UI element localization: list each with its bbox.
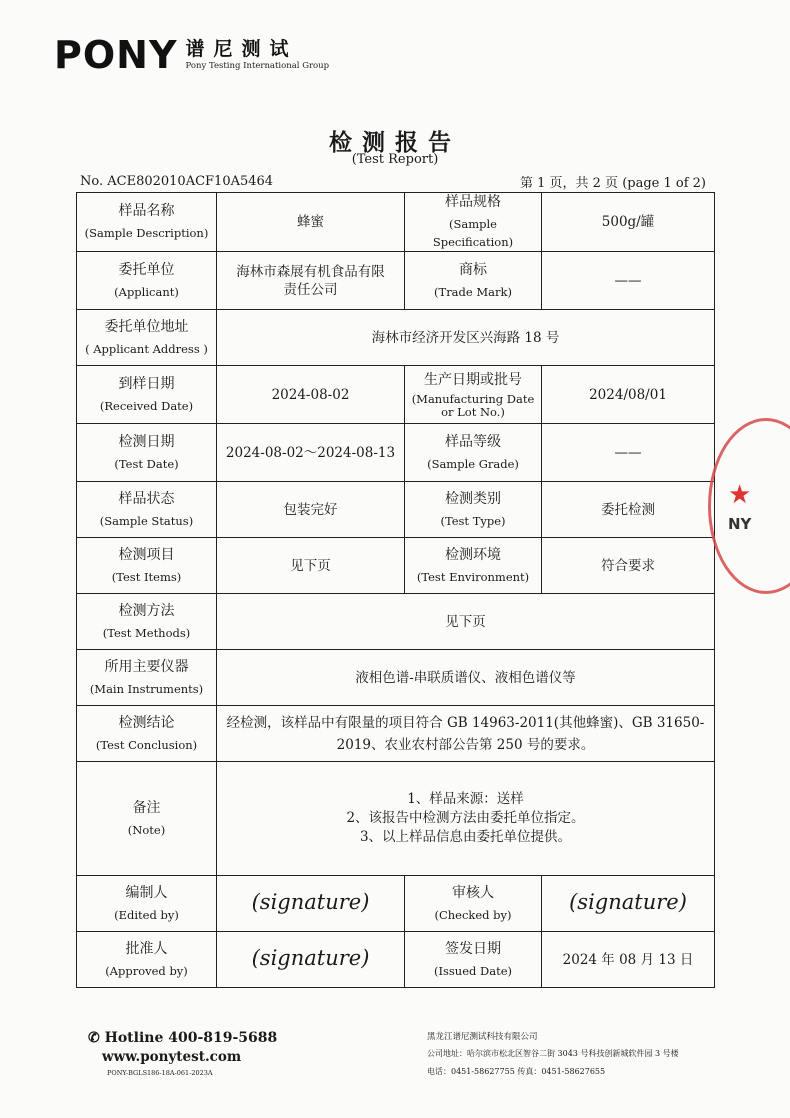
label-manufacturing-date: 生产日期或批号 (Manufacturing Date or Lot No.) bbox=[405, 366, 542, 424]
logo-name-cn: 谱尼测试 bbox=[185, 38, 298, 60]
label-main-instruments: 所用主要仪器 (Main Instruments) bbox=[77, 650, 217, 706]
footer-website[interactable]: www.ponytest.com bbox=[102, 1049, 242, 1065]
table-row bbox=[77, 482, 715, 538]
stamp-star-icon: ★ bbox=[728, 480, 752, 510]
value-test-type: 委托检测 bbox=[542, 482, 715, 538]
stamp-text: NY bbox=[728, 515, 752, 533]
value-test-conclusion: 经检测，该样品中有限量的项目符合 GB 14963-2011(其他蜂蜜)、GB 31650-2019、农业农村部公告第 250 号的要求。 bbox=[217, 706, 715, 762]
label-edited-by: 编制人 (Edited by) bbox=[77, 876, 217, 932]
report-title: 检测报告 bbox=[329, 130, 461, 156]
table-row bbox=[77, 876, 715, 932]
value-issued-date: 2024 年 08 月 13 日 bbox=[542, 932, 715, 988]
value-trade-mark: —— bbox=[542, 252, 715, 310]
label-applicant-address: 委托单位地址 ( Applicant Address ) bbox=[77, 310, 217, 366]
value-applicant: 海林市森展有机食品有限责任公司 bbox=[217, 252, 405, 310]
label-received-date: 到样日期 (Received Date) bbox=[77, 366, 217, 424]
value-received-date: 2024-08-02 bbox=[217, 366, 405, 424]
label-checked-by: 审核人 (Checked by) bbox=[405, 876, 542, 932]
footer-hotline: ✆ Hotline 400-819-5688 bbox=[88, 1030, 278, 1046]
footer-doc-code: PONY-BGLS186-18A-061-2023A bbox=[107, 1069, 213, 1077]
table-row bbox=[77, 706, 715, 762]
footer-address: 公司地址：哈尔滨市松北区智谷二街 3043 号科技创新城软件园 3 号楼 bbox=[427, 1049, 679, 1058]
report-table bbox=[76, 192, 715, 988]
table-row bbox=[77, 424, 715, 482]
footer-phone: 电话：0451-58627755 传真：0451-58627655 bbox=[427, 1067, 606, 1076]
label-test-type: 检测类别 (Test Type) bbox=[405, 482, 542, 538]
table-row bbox=[77, 762, 715, 876]
value-sample-grade: —— bbox=[542, 424, 715, 482]
report-number: No. ACE802010ACF10A5464 bbox=[80, 174, 274, 189]
value-note bbox=[217, 762, 715, 876]
label-sample-status: 样品状态 (Sample Status) bbox=[77, 482, 217, 538]
signature-edited-by: (signature) bbox=[217, 876, 405, 932]
logo-mark: PONY bbox=[54, 33, 178, 77]
value-test-methods: 见下页 bbox=[217, 594, 715, 650]
value-test-date: 2024-08-02～2024-08-13 bbox=[217, 424, 405, 482]
value-test-environment: 符合要求 bbox=[542, 538, 715, 594]
table-row bbox=[77, 366, 715, 424]
label-test-environment: 检测环境 (Test Environment) bbox=[405, 538, 542, 594]
label-trade-mark: 商标 (Trade Mark) bbox=[405, 252, 542, 310]
value-applicant-address: 海林市经济开发区兴海路 18 号 bbox=[217, 310, 715, 366]
value-sample-description: 蜂蜜 bbox=[217, 193, 405, 252]
table-row bbox=[77, 650, 715, 706]
value-manufacturing-date: 2024/08/01 bbox=[542, 366, 715, 424]
company-logo bbox=[54, 33, 330, 77]
value-sample-specification: 500g/罐 bbox=[542, 193, 715, 252]
signature-checked-by: (signature) bbox=[542, 876, 715, 932]
label-sample-description: 样品名称 (Sample Description) bbox=[77, 193, 217, 252]
logo-text bbox=[185, 38, 329, 72]
label-test-date: 检测日期 (Test Date) bbox=[77, 424, 217, 482]
label-sample-grade: 样品等级 (Sample Grade) bbox=[405, 424, 542, 482]
label-note: 备注 (Note) bbox=[77, 762, 217, 876]
label-test-methods: 检测方法 (Test Methods) bbox=[77, 594, 217, 650]
value-sample-status: 包装完好 bbox=[217, 482, 405, 538]
note-line: 2、该报告中检测方法由委托单位指定。 bbox=[346, 810, 585, 826]
value-test-items: 见下页 bbox=[217, 538, 405, 594]
signature-approved-by: (signature) bbox=[217, 932, 405, 988]
label-test-conclusion: 检测结论 (Test Conclusion) bbox=[77, 706, 217, 762]
footer-company: 黑龙江谱尼测试科技有限公司 bbox=[427, 1032, 538, 1042]
report-subtitle: (Test Report) bbox=[351, 152, 439, 167]
table-row bbox=[77, 310, 715, 366]
label-applicant: 委托单位 (Applicant) bbox=[77, 252, 217, 310]
note-line: 1、样品来源：送样 bbox=[407, 791, 524, 807]
table-row bbox=[77, 594, 715, 650]
label-issued-date: 签发日期 (Issued Date) bbox=[405, 932, 542, 988]
table-row bbox=[77, 932, 715, 988]
note-line: 3、以上样品信息由委托单位提供。 bbox=[359, 829, 572, 845]
label-test-items: 检测项目 (Test Items) bbox=[77, 538, 217, 594]
table-row bbox=[77, 252, 715, 310]
table-row bbox=[77, 538, 715, 594]
value-main-instruments: 液相色谱-串联质谱仪、液相色谱仪等 bbox=[217, 650, 715, 706]
logo-name-en: Pony Testing International Group bbox=[185, 61, 330, 71]
table-row bbox=[77, 193, 715, 252]
label-approved-by: 批准人 (Approved by) bbox=[77, 932, 217, 988]
label-sample-specification: 样品规格 (Sample Specification) bbox=[405, 193, 542, 252]
page-info: 第 1 页，共 2 页 (page 1 of 2) bbox=[519, 176, 706, 191]
